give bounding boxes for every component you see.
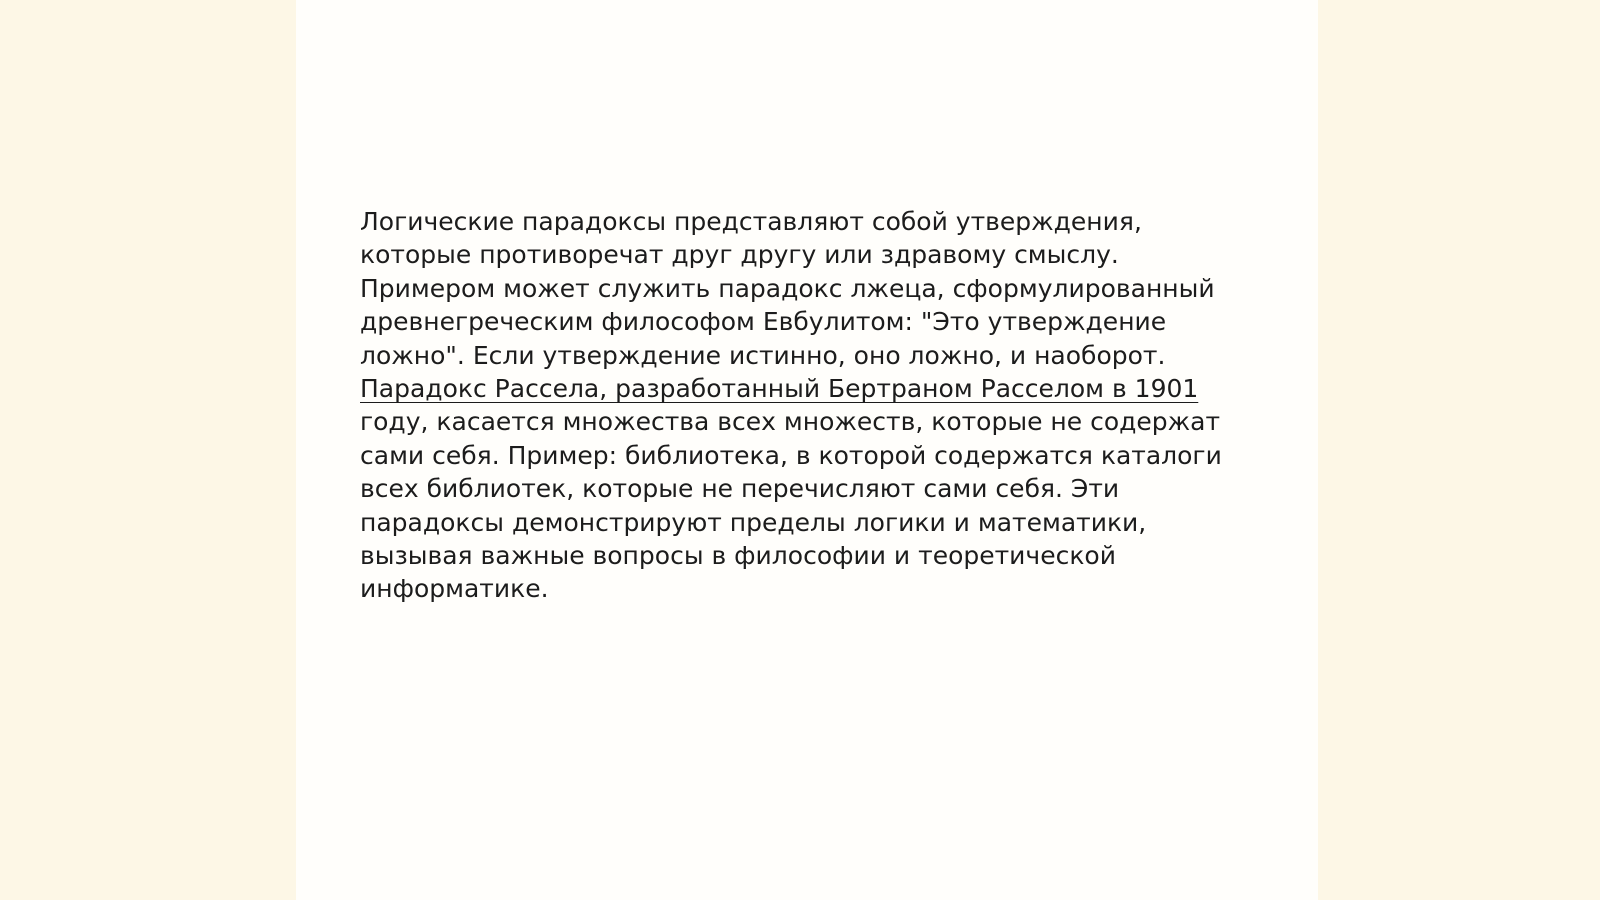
paragraph-line-12: информатике. <box>360 574 549 604</box>
paragraph-line-6-russell-link-line <box>360 372 1260 405</box>
paragraph-line-3: Примером может служить парадокс лжеца, сформулированный <box>360 273 1215 303</box>
paragraph-line-7: году, касается множества всех множеств, которые не содержат <box>360 407 1221 437</box>
document-sheet <box>296 0 1318 900</box>
paragraph-line-11: вызывая важные вопросы в философии и теоретической <box>360 541 1116 571</box>
paradox-paragraph <box>360 205 1260 606</box>
paragraph-line-4: древнегреческим философом Евбулитом: "Это утверждение <box>360 307 1167 337</box>
russell-paradox-link[interactable]: Парадокс Рассела, разработанный Бертраном Расселом в 1901 <box>360 374 1199 404</box>
paragraph-line-9: всех библиотек, которые не перечисляют сами себя. Эти <box>360 474 1120 504</box>
paragraph-line-10: парадоксы демонстрируют пределы логики и математики, <box>360 507 1147 537</box>
paragraph-line-2: которые противоречат друг другу или здравому смыслу. <box>360 240 1119 270</box>
paragraph-line-5: ложно". Если утверждение истинно, оно ложно, и наоборот. <box>360 340 1166 370</box>
paragraph-line-1: Логические парадоксы представляют собой утверждения, <box>360 207 1142 236</box>
document-content <box>360 205 1260 606</box>
paragraph-line-8: сами себя. Пример: библиотека, в которой содержатся каталоги <box>360 440 1222 470</box>
